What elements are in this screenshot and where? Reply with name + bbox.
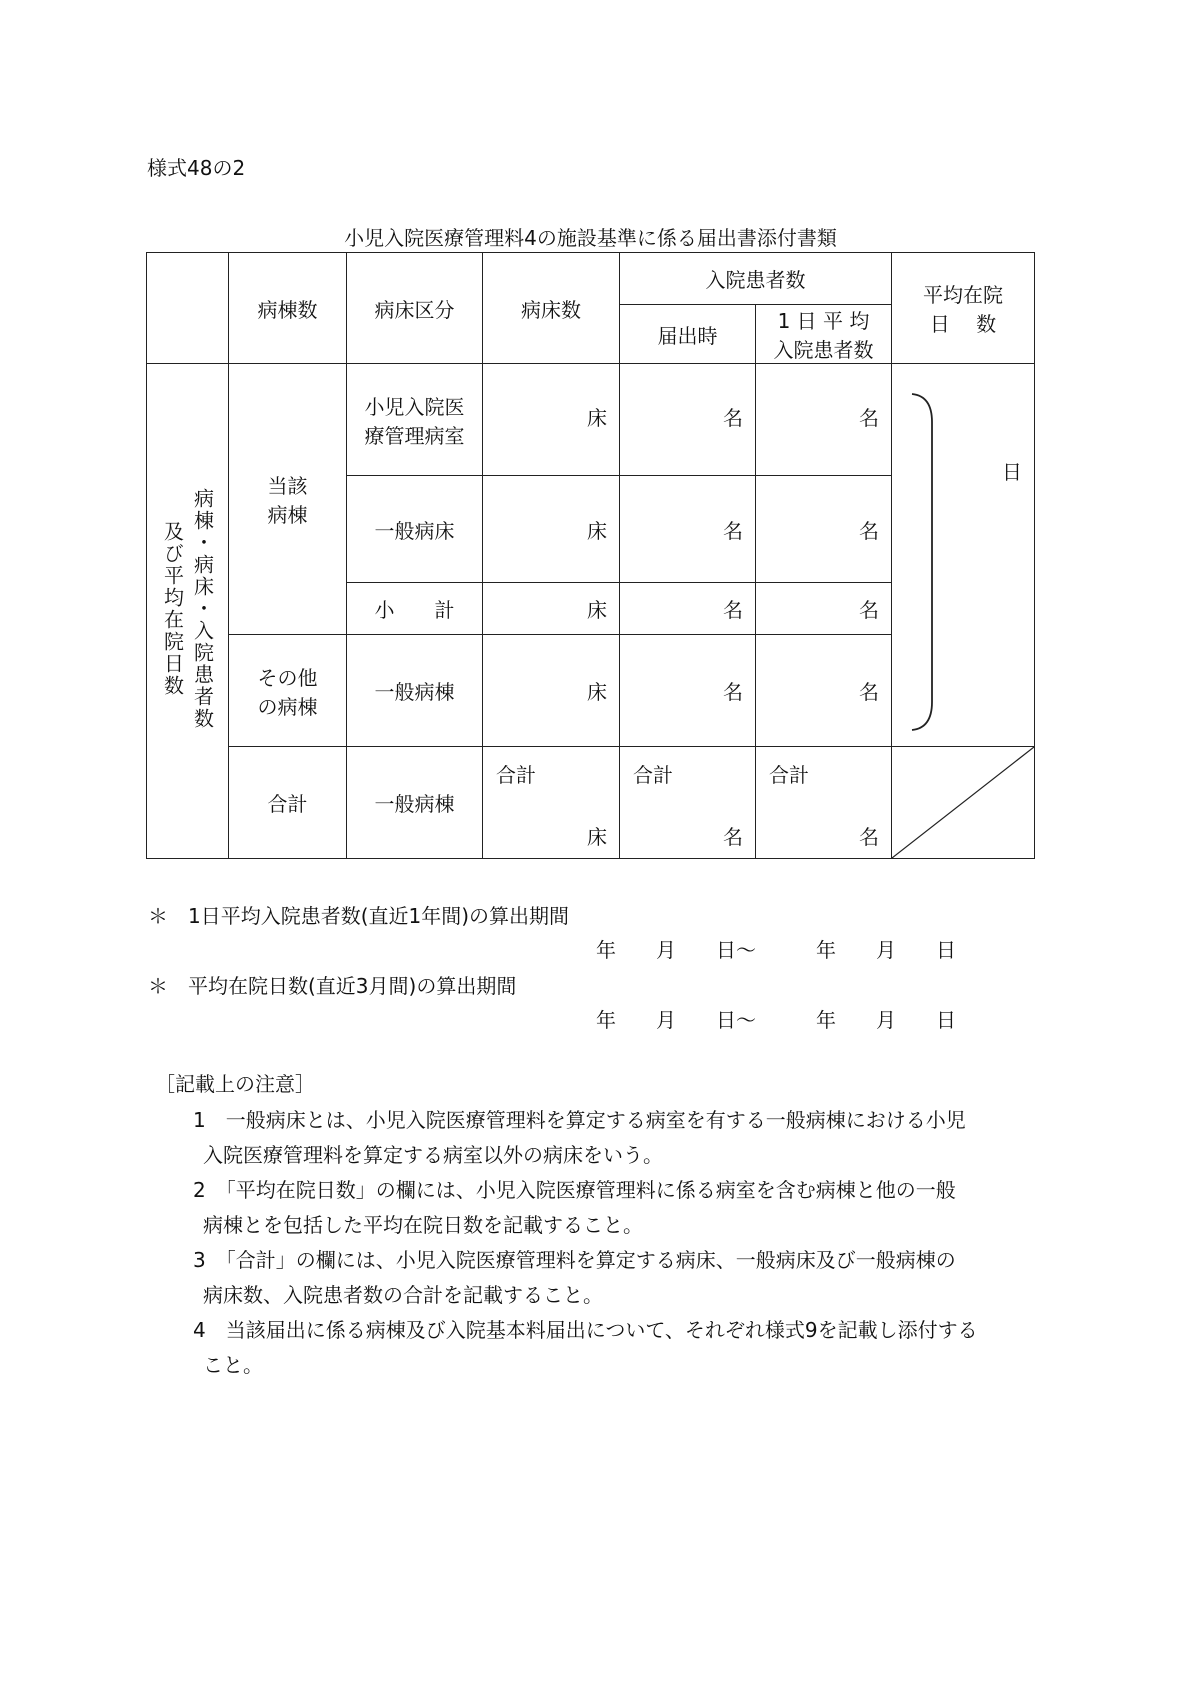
note-3-line2: 病床数、入院患者数の合計を記載すること。 — [203, 1283, 603, 1307]
row-general-bed-label: 一般病床 — [347, 476, 483, 583]
header-daily-avg — [756, 305, 892, 364]
note-1-line2: 入院医療管理料を算定する病室以外の病床をいう。 — [203, 1143, 663, 1167]
facility-table — [146, 252, 1035, 859]
row-general-ward-label: 一般病棟 — [347, 635, 483, 747]
group-other-line2: の病棟 — [257, 694, 318, 719]
pediatric-beds-unit: 床 — [483, 364, 620, 476]
note-4-line1: 4 当該届出に係る病棟及び入院基本料届出について、それぞれ様式9を記載し添付する — [193, 1318, 978, 1342]
header-daily-avg-line1: 1 日 平 均 — [777, 309, 870, 333]
row-total-general-ward-label: 一般病棟 — [347, 747, 483, 859]
row-header-line1: 病棟・病床・入院患者数 — [190, 487, 215, 730]
pediatric-notification-unit: 名 — [620, 364, 756, 476]
note-2-line2: 病棟とを包括した平均在院日数を記載すること。 — [203, 1213, 643, 1237]
header-bed-type: 病床区分 — [347, 253, 483, 364]
notes-heading: ［記載上の注意］ — [155, 1072, 315, 1096]
header-wards: 病棟数 — [229, 253, 347, 364]
group-other-line1: その他 — [257, 665, 318, 690]
header-inpatients: 入院患者数 — [620, 253, 892, 305]
corner-cell — [147, 253, 229, 364]
group-total: 合計 — [229, 747, 347, 859]
group-this-ward — [229, 364, 347, 635]
note-1-line1: 1 一般病床とは、小児入院医療管理料を算定する病室を有する一般病棟における小児 — [193, 1108, 966, 1132]
total-notification-unit: 名 — [723, 825, 743, 849]
row-header-line2: 及び平均在院日数 — [160, 520, 185, 697]
group-other-ward — [229, 635, 347, 747]
diagonal-strike — [892, 747, 1034, 858]
period-1-date-range: 年 月 日～ 年 月 日 — [596, 938, 956, 962]
group-this-ward-line2: 病棟 — [267, 503, 308, 527]
row-header-vertical — [147, 364, 229, 859]
subtotal-daily-unit: 名 — [756, 583, 892, 635]
header-avg-stay-line2: 日 数 — [929, 312, 997, 336]
general-bed-notification-unit: 名 — [620, 476, 756, 583]
total-notification-label: 合計 — [633, 763, 673, 787]
pediatric-daily-unit: 名 — [756, 364, 892, 476]
total-beds-cell — [483, 747, 620, 859]
note-3-line1: 3 「合計」の欄には、小児入院医療管理料を算定する病床、一般病床及び一般病棟の — [193, 1248, 956, 1272]
row-subtotal-label: 小 計 — [347, 583, 483, 635]
total-beds-label: 合計 — [496, 763, 536, 787]
period-2-label: ＊ 平均在院日数(直近3月間)の算出期間 — [148, 974, 517, 998]
document-title: 小児入院医療管理料4の施設基準に係る届出書添付書類 — [344, 226, 837, 250]
header-avg-stay-line1: 平均在院 — [923, 283, 1003, 307]
bracket-mark — [910, 392, 940, 732]
row-pediatric-line2: 療管理病室 — [364, 423, 465, 448]
row-pediatric-line1: 小児入院医 — [364, 394, 465, 419]
other-notification-unit: 名 — [620, 635, 756, 747]
general-bed-beds-unit: 床 — [483, 476, 620, 583]
group-this-ward-line1: 当該 — [267, 474, 308, 498]
period-1-label: ＊ 1日平均入院患者数(直近1年間)の算出期間 — [148, 904, 570, 928]
subtotal-notification-unit: 名 — [620, 583, 756, 635]
other-beds-unit: 床 — [483, 635, 620, 747]
total-daily-label: 合計 — [769, 763, 809, 787]
other-daily-unit: 名 — [756, 635, 892, 747]
avg-stay-unit: 日 — [1002, 460, 1022, 484]
note-2-line1: 2 「平均在院日数」の欄には、小児入院医療管理料に係る病室を含む病棟と他の一般 — [193, 1178, 956, 1202]
avg-stay-total-cell — [892, 747, 1035, 859]
total-daily-unit: 名 — [859, 825, 879, 849]
header-avg-stay — [892, 253, 1035, 364]
header-daily-avg-line2: 入院患者数 — [773, 338, 874, 362]
avg-stay-cell — [892, 364, 1035, 747]
subtotal-beds-unit: 床 — [483, 583, 620, 635]
total-daily-cell — [756, 747, 892, 859]
general-bed-daily-unit: 名 — [756, 476, 892, 583]
row-pediatric-label — [347, 364, 483, 476]
form-number: 様式48の2 — [147, 156, 246, 180]
header-beds: 病床数 — [483, 253, 620, 364]
total-beds-unit: 床 — [587, 825, 607, 849]
header-at-notification: 届出時 — [620, 305, 756, 364]
total-notification-cell — [620, 747, 756, 859]
period-2-date-range: 年 月 日～ 年 月 日 — [596, 1008, 956, 1032]
note-4-line2: こと。 — [203, 1353, 263, 1377]
